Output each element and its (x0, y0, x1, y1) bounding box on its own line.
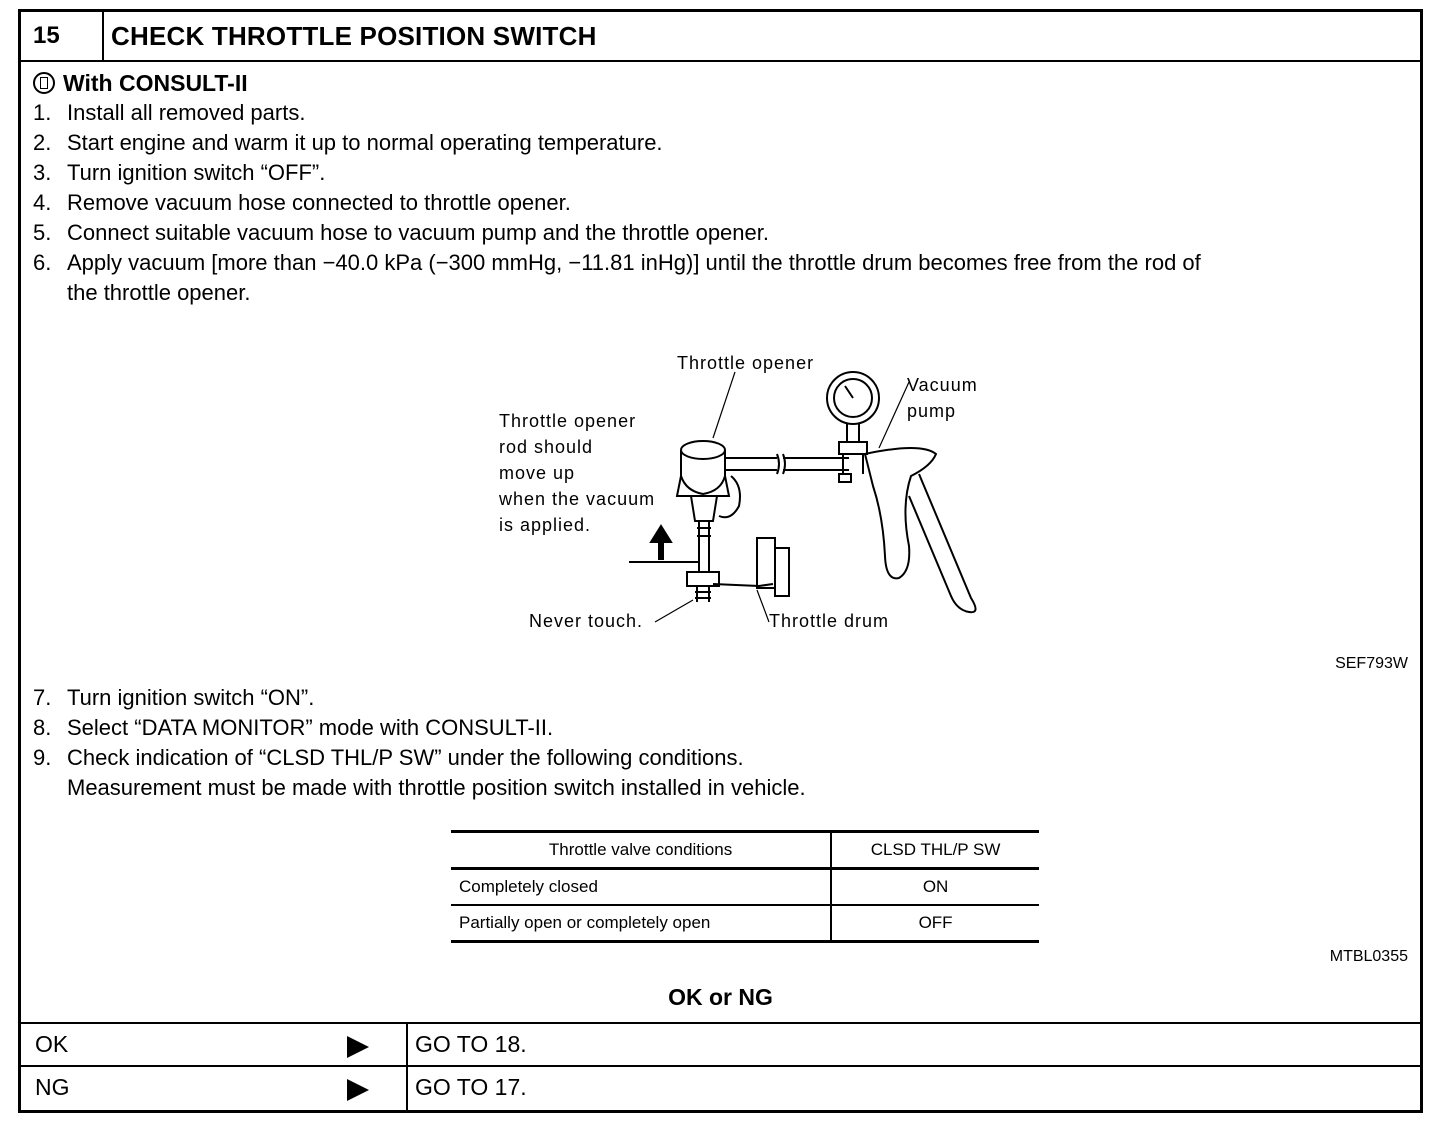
procedure-step (33, 128, 1413, 158)
table-row (451, 869, 1039, 906)
step-number-label: 8. (33, 715, 52, 740)
label-never-touch: Never touch. (529, 611, 644, 631)
step-text-line: Check indication of “CLSD THL/P SW” under the following conditions. (67, 745, 744, 770)
label-throttle-drum: Throttle drum (769, 611, 890, 631)
table-header-conditions: Throttle valve conditions (451, 832, 831, 869)
procedure-title: CHECK THROTTLE POSITION SWITCH (111, 21, 597, 51)
result-key: OK (35, 1031, 69, 1057)
vacuum-pump-handle (909, 474, 976, 612)
column-divider (406, 1024, 408, 1065)
step-text-line: Start engine and warm it up to normal operating temperature. (67, 130, 663, 155)
step-text-line: Connect suitable vacuum hose to vacuum pump and the throttle opener. (67, 220, 769, 245)
procedure-header (21, 12, 1420, 62)
step-text-line: the throttle opener. (67, 280, 251, 305)
label-rod-note (499, 408, 655, 538)
result-row-ng[interactable] (21, 1065, 1420, 1110)
steps-list-b (33, 683, 1413, 803)
rod-note-line: move up (499, 463, 576, 483)
consult-heading (33, 68, 1413, 98)
step-number-label: 1. (33, 100, 52, 125)
leader-throttle-opener (713, 372, 735, 438)
step-number-label: 2. (33, 130, 52, 155)
consult-label: With CONSULT-II (63, 69, 248, 96)
right-arrow-icon (347, 1036, 369, 1058)
leader-vacuum-pump (879, 382, 909, 448)
step-number-label: 3. (33, 160, 52, 185)
procedure-step (33, 98, 1413, 128)
step-number-label: 7. (33, 685, 52, 710)
table-code: MTBL0355 (1329, 948, 1408, 965)
procedure-body (33, 68, 1413, 308)
table-cell-condition: Partially open or completely open (451, 905, 831, 942)
step-text (67, 98, 1413, 128)
vacuum-pump-body (865, 448, 936, 578)
step-number-label: 9. (33, 745, 52, 770)
step-text (67, 188, 1413, 218)
step-text-line: Turn ignition switch “OFF”. (67, 160, 326, 185)
step-text (67, 713, 1413, 743)
result-goto-link[interactable]: GO TO 18. (415, 1031, 527, 1057)
throttle-opener-cap (681, 441, 725, 459)
table-cell-value: OFF (831, 905, 1039, 942)
figure-code: SEF793W (1335, 655, 1408, 672)
procedure-step (33, 713, 1413, 743)
result-goto-link[interactable]: GO TO 17. (415, 1074, 527, 1100)
step-text (67, 158, 1413, 188)
table-cell-condition: Completely closed (451, 869, 831, 906)
table-cell-value: ON (831, 869, 1039, 906)
step-text (67, 743, 1413, 803)
leader-throttle-drum (757, 590, 769, 622)
step-text-line: Install all removed parts. (67, 100, 306, 125)
ok-or-ng-title: OK or NG (668, 984, 773, 1010)
procedure-step (33, 683, 1413, 713)
rod-note-line: is applied. (499, 515, 592, 535)
procedure-step (33, 158, 1413, 188)
step-text (67, 218, 1413, 248)
step-text (67, 248, 1413, 308)
throttle-opener-figure (481, 346, 1021, 636)
step-text (67, 683, 1413, 713)
step-text-line: Select “DATA MONITOR” mode with CONSULT-II. (67, 715, 554, 740)
column-divider (406, 1067, 408, 1112)
result-row-ok[interactable] (21, 1022, 1420, 1065)
procedure-step (33, 248, 1413, 308)
rod-note-line: rod should (499, 437, 594, 457)
step-text-line: Turn ignition switch “ON”. (67, 685, 315, 710)
steps-list-a (33, 98, 1413, 308)
table-header-switch: CLSD THL/P SW (831, 832, 1039, 869)
label-pump: pump (907, 401, 957, 421)
throttle-drum (757, 538, 775, 588)
procedure-step (33, 188, 1413, 218)
result-key: NG (35, 1074, 70, 1100)
label-vacuum: Vacuum (907, 375, 978, 395)
step-number-label: 5. (33, 220, 52, 245)
step-text (67, 128, 1413, 158)
vacuum-hose (725, 458, 777, 470)
procedure-frame (18, 9, 1423, 1113)
step-text-line: Apply vacuum [more than −40.0 kPa (−300 mmHg, −11.81 inHg)] until the throttle drum becomes free from the rod of (67, 250, 1201, 275)
leader-never-touch (655, 600, 693, 622)
conditions-table (451, 830, 1039, 943)
procedure-step (33, 743, 1413, 803)
rod-note-line: when the vacuum (499, 489, 656, 509)
right-arrow-icon (347, 1079, 369, 1101)
step-text-line: Measurement must be made with throttle position switch installed in vehicle. (67, 775, 806, 800)
label-throttle-opener: Throttle opener (677, 353, 815, 373)
step-number: 15 (21, 12, 104, 60)
step-text-line: Remove vacuum hose connected to throttle opener. (67, 190, 571, 215)
procedure-step (33, 218, 1413, 248)
step-number-label: 4. (33, 190, 52, 215)
step-number-label: 6. (33, 250, 52, 275)
rod-note-line: Throttle opener (499, 411, 637, 431)
table-row (451, 905, 1039, 942)
consult-tool-icon (33, 72, 55, 94)
